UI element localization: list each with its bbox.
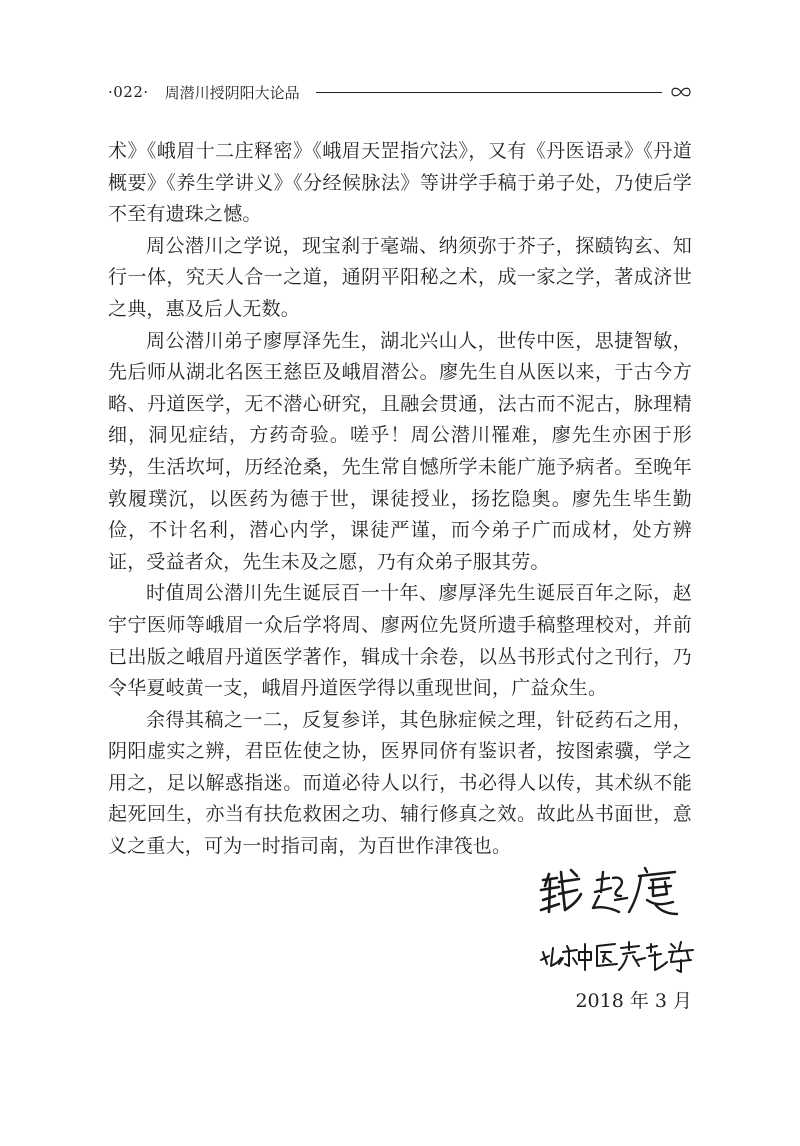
- signature-drawing: [535, 860, 705, 980]
- signature-affiliation: [541, 942, 693, 972]
- signature-name-char-3: [629, 868, 677, 914]
- signature-name-char-1: [541, 870, 581, 912]
- paragraph: 周公潜川弟子廖厚泽先生，湖北兴山人，世传中医，思捷智敏，先后师从湖北名医王慈臣及峨眉潜公。廖先生自从医以来，于古今方略、丹道医学，无不潜心研究，且融会贯通，法古而不泥古，脉理精细，洞见症结，方药奇验。嗟乎！周公潜川罹难，廖先生亦困于形势，生活坎坷，历经沧桑，先生常自憾所学未能广施予病者。至晚年敦履璞沉，以医药为德于世，课徒授业，扬扢隐奥。廖先生毕生勤俭，不计名利，潜心内学，课徒严谨，而今弟子广而成材，处方辨证，受益者众，先生未及之愿，乃有众弟子服其劳。: [108, 329, 692, 573]
- body-text: [108, 136, 692, 863]
- page-number: ·022·: [108, 83, 149, 101]
- paragraph: 余得其稿之一二，反复参详，其色脉症候之理，针砭药石之用，阴阳虚实之辨，君臣佐使之协，医界同侪有鉴识者，按图索骥，学之用之，足以解惑指迷。而道必待人以行，书必得人以传，其术纵不能起死回生，亦当有扶危救困之功、辅行修真之效。故此丛书面世，意义之重大，可为一时指司南，为百世作津筏也。: [108, 708, 692, 858]
- header-rule: [316, 92, 662, 93]
- paragraph: 周公潜川之学说，现宝刹于毫端、纳须弥于芥子，探赜钩玄、知行一体，究天人合一之道，通阴平阳秘之术，成一家之学，著成济世之典，惠及后人无数。: [108, 234, 692, 320]
- double-loop-ornament-icon: [670, 85, 692, 99]
- running-title: 周潜川授阴阳大论品: [164, 83, 300, 102]
- handwritten-signature: [535, 860, 705, 980]
- paragraph: 时值周公潜川先生诞辰百一十年、廖厚泽先生诞辰百年之际，赵宇宁医师等峨眉一众后学将周、廖两位先贤所遗手稿整理校对，并前已出版之峨眉丹道医学著作，辑成十余卷，以丛书形式付之刊行，乃令华夏岐黄一支，峨眉丹道医学得以重现世间，广益众生。: [108, 582, 692, 700]
- paragraph-continued: 术》《峨眉十二庄释密》《峨眉天罡指穴法》，又有《丹医语录》《丹道概要》《养生学讲义》《分经候脉法》等讲学手稿于弟子处，乃使后学不至有遗珠之憾。: [108, 140, 692, 226]
- date: 2018 年 3 月: [575, 990, 692, 1012]
- signature-name-char-2: [593, 872, 627, 912]
- running-header: [108, 80, 692, 104]
